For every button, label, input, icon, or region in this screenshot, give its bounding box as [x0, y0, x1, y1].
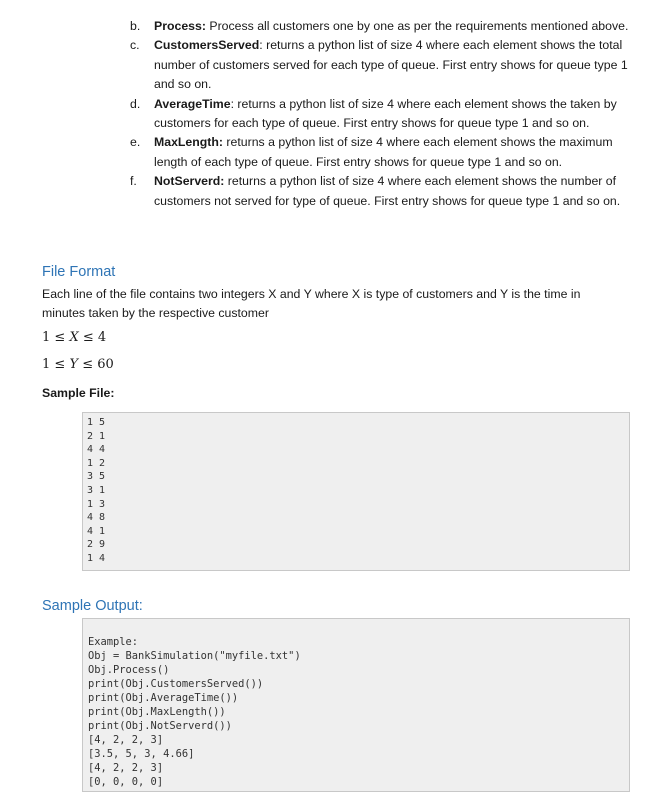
- term: NotServerd:: [154, 174, 225, 189]
- code-line: print(Obj.MaxLength()): [88, 706, 226, 718]
- code-line: 3 1: [87, 484, 106, 496]
- code-line: [0, 0, 0, 0]: [88, 776, 164, 788]
- code-line: 1 3: [87, 498, 106, 510]
- code-line: 3 5: [87, 471, 106, 483]
- code-line: 4 8: [87, 512, 106, 524]
- constraint-high: 4: [97, 330, 107, 345]
- file-format-description: Each line of the file contains two integers X and Y where X is type of customers and Y is the time in minutes taken by the respective customer: [42, 287, 581, 320]
- term-description: returns a python list of size 4 where each element shows the number of customers not served for type of queue. First entry shows for queue type 1 and so on.: [154, 174, 621, 208]
- constraint-x: [42, 330, 106, 345]
- constraint-high: 60: [97, 357, 114, 372]
- list-marker: e.: [130, 135, 141, 150]
- list-item: [130, 133, 635, 172]
- code-line: [3.5, 5, 3, 4.66]: [88, 748, 195, 760]
- constraint-var: X: [69, 330, 79, 345]
- code-line: 4 4: [87, 444, 106, 456]
- list-item: [130, 95, 635, 134]
- code-line: Obj.Process(): [88, 664, 170, 676]
- constraint-low: 1: [42, 330, 51, 345]
- list-item: [130, 17, 635, 36]
- code-line: Obj = BankSimulation("myfile.txt"): [88, 650, 301, 662]
- constraint-op: ≤: [54, 357, 66, 372]
- sample-file-box: [82, 412, 630, 571]
- constraint-low: 1: [42, 357, 51, 372]
- constraint-y: [42, 357, 114, 372]
- code-line: 2 1: [87, 430, 106, 442]
- term-description: : returns a python list of size 4 where each element shows the total number of customers served for each type of queue. First entry shows for queue type 1 and so on.: [154, 38, 628, 92]
- code-line: Example:: [88, 636, 139, 648]
- list-marker: d.: [130, 96, 141, 111]
- term: CustomersServed: [154, 38, 260, 53]
- sample-output-heading: Sample Output:: [42, 598, 143, 614]
- list-marker: f.: [130, 174, 137, 189]
- term-description: : returns a python list of size 4 where each element shows the taken by customers for each type of queue. First entry shows for queue type 1 and so on.: [154, 96, 617, 131]
- list-marker: c.: [130, 38, 140, 53]
- constraint-op: ≤: [82, 330, 94, 345]
- term-description: returns a python list of size 4 where each element shows the maximum length of each type of queue. First entry shows for queue type 1 and so on.: [154, 135, 613, 169]
- constraint-op: ≤: [82, 357, 94, 372]
- sample-file-label: Sample File:: [42, 386, 115, 400]
- list-item: [130, 36, 635, 94]
- code-line: 2 9: [87, 539, 106, 551]
- constraint-var: Y: [69, 357, 79, 372]
- term: AverageTime: [154, 96, 231, 111]
- code-line: print(Obj.AverageTime()): [88, 692, 239, 704]
- file-format-heading: File Format: [42, 264, 116, 280]
- code-line: print(Obj.NotServerd()): [88, 720, 232, 732]
- sample-output-box: [82, 618, 630, 792]
- code-line: 1 2: [87, 457, 106, 469]
- code-line: 1 4: [87, 552, 106, 564]
- code-line: 1 5: [87, 417, 106, 428]
- term-description: Process all customers one by one as per the requirements mentioned above.: [205, 19, 629, 33]
- code-line: [4, 2, 2, 3]: [88, 734, 164, 746]
- code-line: print(Obj.CustomersServed()): [88, 678, 264, 690]
- term: Process:: [154, 19, 206, 33]
- list-marker: b.: [130, 19, 141, 33]
- list-item: [130, 172, 635, 211]
- code-line: 4 1: [87, 525, 106, 537]
- code-line: [4, 2, 2, 3]: [88, 762, 164, 774]
- requirements-list: [130, 17, 635, 211]
- constraint-op: ≤: [54, 330, 66, 345]
- term: MaxLength:: [154, 135, 223, 150]
